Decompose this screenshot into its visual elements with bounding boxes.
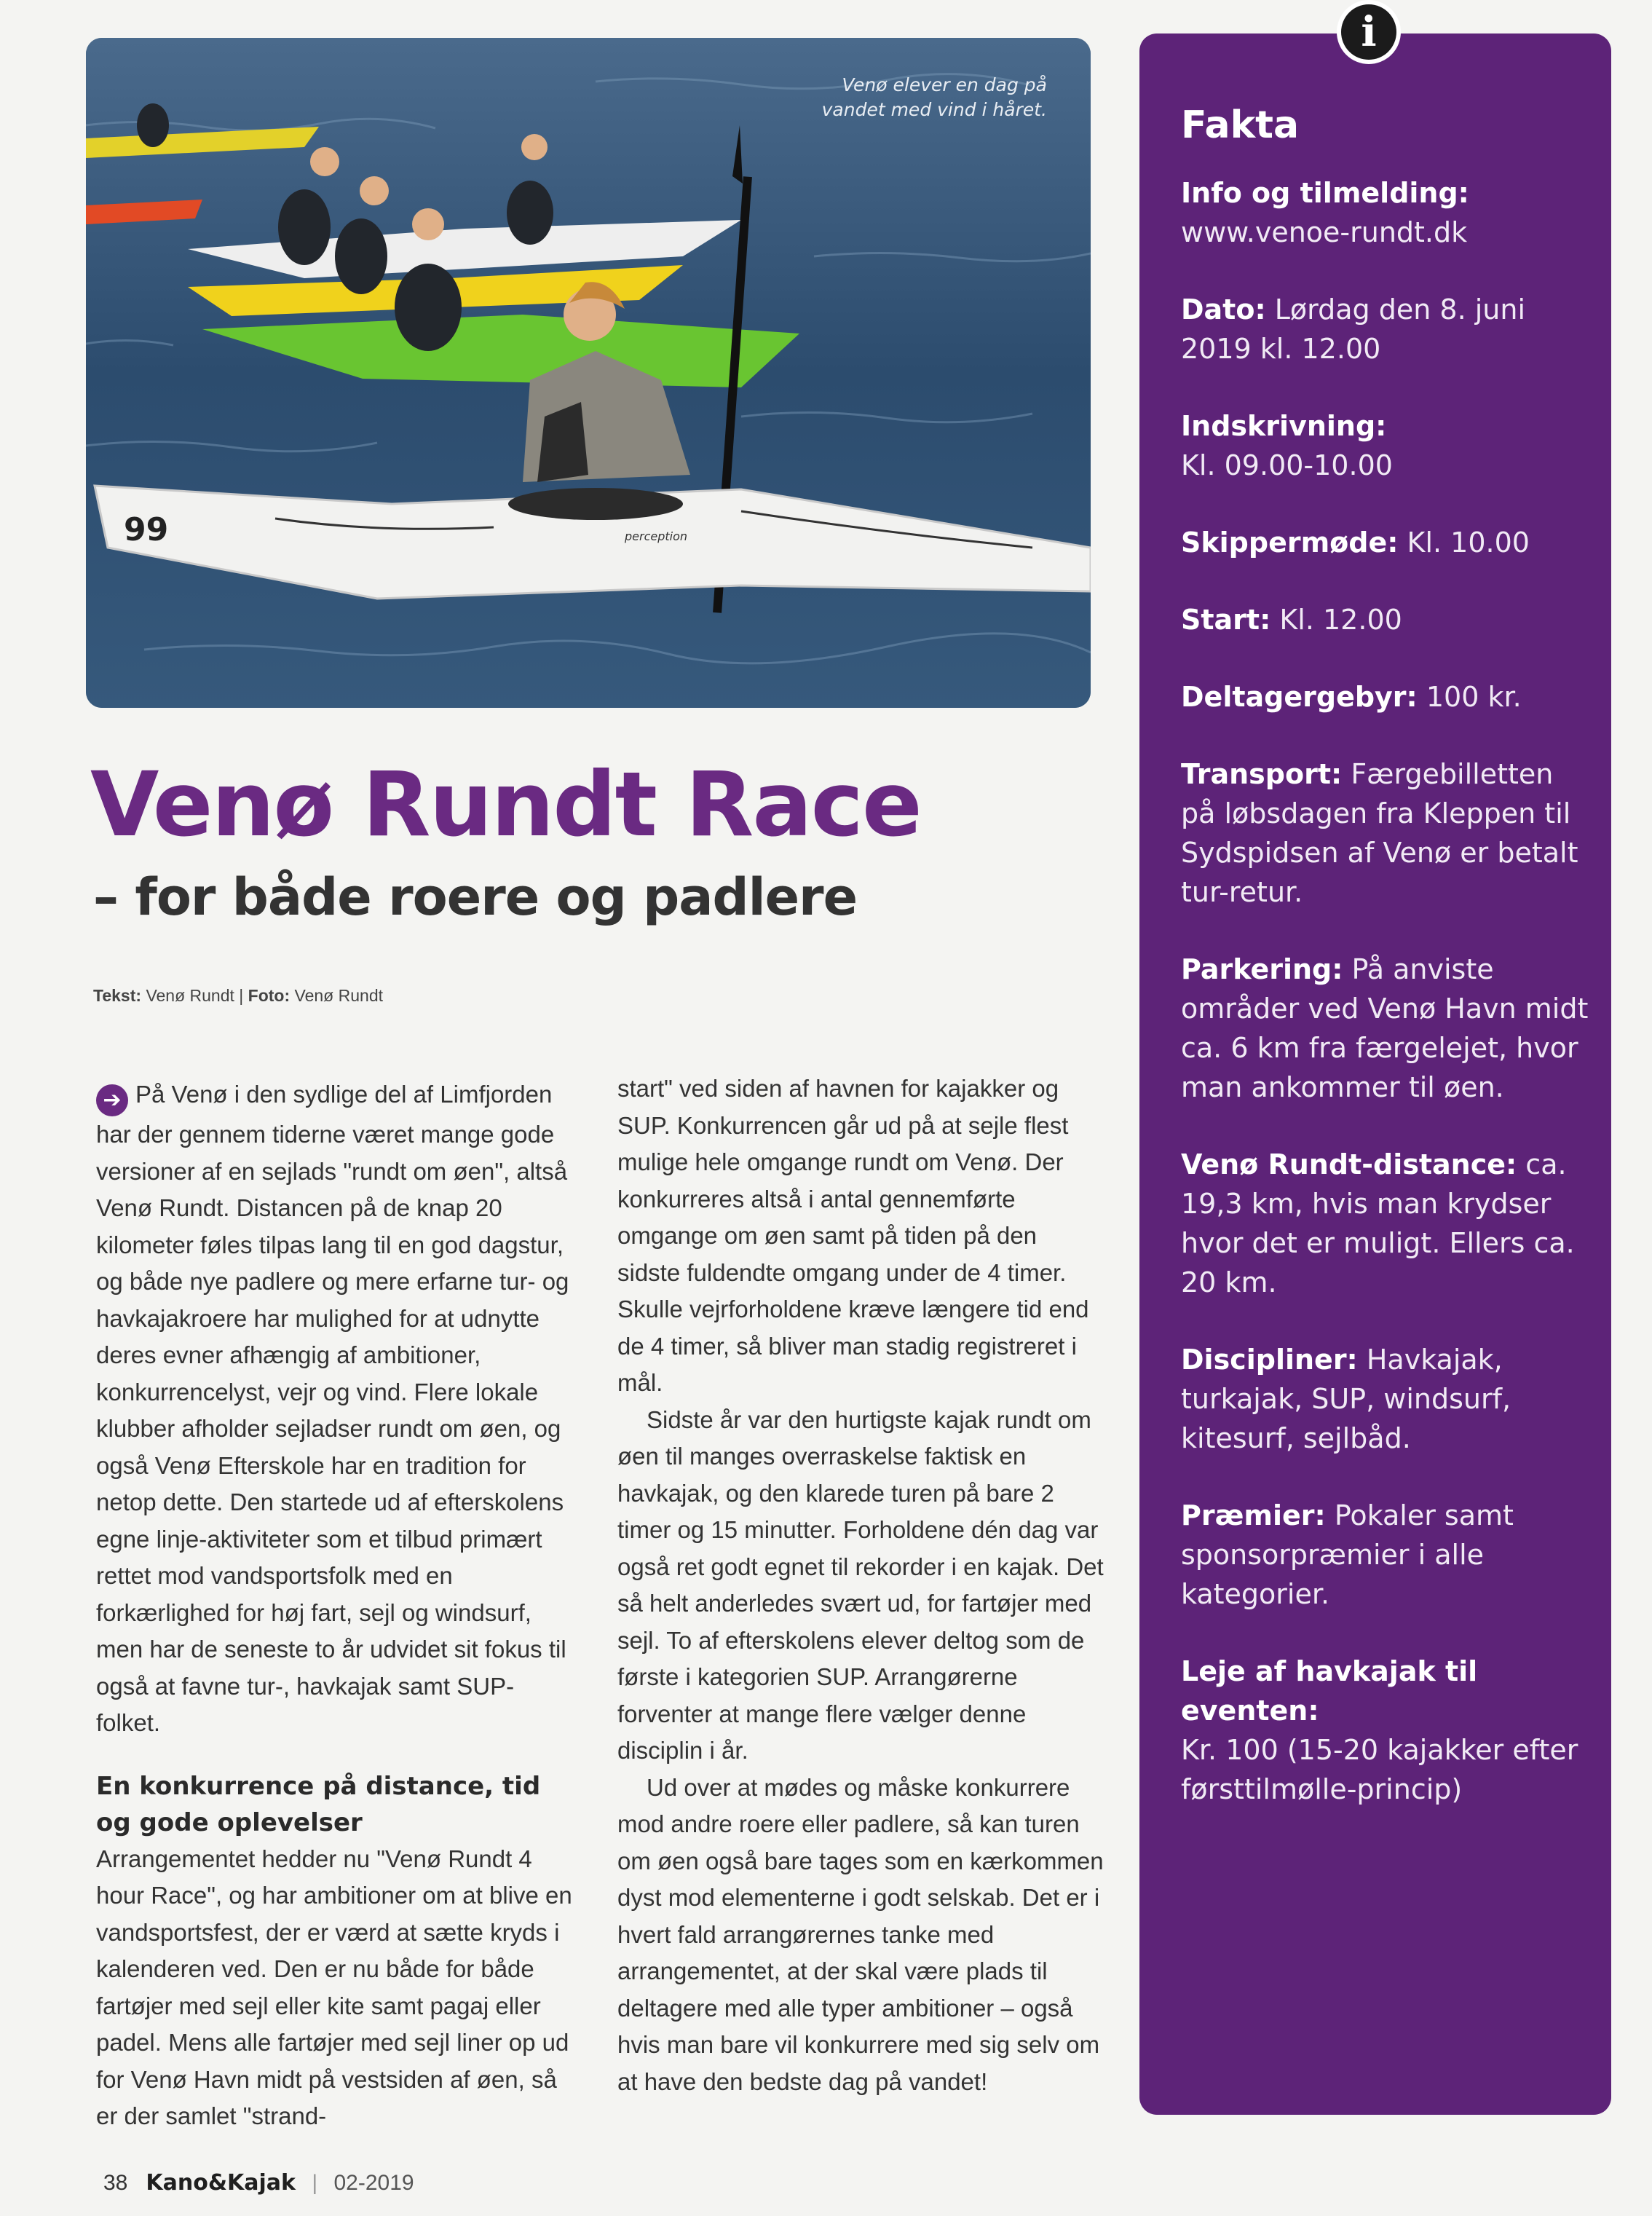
article-paragraph: Arrangementet hedder nu "Venø Rundt 4 hour Race", og har ambitioner om at blive en vandsportsfest, der er værd at sætte kryds i kalenderen ved. Den er nu både for både fartøjer med sejl eller kite samt pagaj eller padel. Mens alle fartøjer med sejl liner op ud for Venø Havn midt på vestsiden af øen, så er der samlet "strand- <box>96 1845 572 2129</box>
article-paragraph-lead <box>96 1076 577 1742</box>
section-subheading: En konkurrence på distance, tid og gode oplevelser <box>96 1771 541 1837</box>
fact-value: Kl. 10.00 <box>1407 527 1530 559</box>
article-paragraph: start" ved siden af havnen for kajakker og SUP. Konkurrencen går ud på at sejle flest mulige hele omgange rundt om Venø. Der konkurreres altså i antal gennemførte omgange om øen samt på tiden på den sidste fuldendte omgang under de 4 timer. Skulle vejrforholdene kræve længere tid end de 4 timer, så bliver man stadig registreret i mål. <box>617 1075 1089 1396</box>
fact-item <box>1181 1652 1596 1809</box>
arrow-right-icon: ➔ <box>96 1084 128 1116</box>
article-column-2 <box>617 1070 1104 2100</box>
fact-item <box>1181 290 1596 368</box>
credit-photo-label: Foto: <box>248 986 291 1005</box>
fact-label: Indskrivning: <box>1181 410 1387 442</box>
credit-photo-value: Venø Rundt <box>294 986 383 1005</box>
fact-label: Discipliner: <box>1181 1344 1358 1376</box>
fact-item <box>1181 754 1596 912</box>
kayak-number: 99 <box>124 511 169 548</box>
credit-separator: | <box>239 986 244 1005</box>
fact-label: Transport: <box>1181 758 1343 790</box>
fact-label: Info og tilmelding: <box>1181 177 1469 209</box>
fact-item <box>1181 523 1596 562</box>
fact-value: 100 kr. <box>1426 681 1522 713</box>
kayak-brand: perception <box>625 529 688 543</box>
credit-text-value: Venø Rundt <box>146 986 234 1005</box>
article-paragraph: Ud over at mødes og måske konkurrere mod andre roere eller padlere, så kan turen om øen også bare tages som en kærkommen dyst mod elementerne i godt selskab. Det er i hvert fald arrangørernes tanke med arrangementet, at der skal være plads til deltagere med alle typer ambitioner – også hvis man bare vil konkurrere med sig selv om at have den bedste dag på vandet! <box>617 1773 1104 2095</box>
kayak-illustration <box>86 38 1091 708</box>
fact-item <box>1181 1340 1596 1458</box>
fact-item <box>1181 600 1596 639</box>
fact-item <box>1181 173 1596 252</box>
fact-item <box>1181 1145 1596 1302</box>
fact-value: På anviste områder ved Venø Havn midt ca. 6 km fra færgelejet, hvor man ankommer til øen. <box>1181 953 1589 1103</box>
fact-label: Deltagergebyr: <box>1181 681 1418 713</box>
fact-label: Dato: <box>1181 293 1266 326</box>
fact-item <box>1181 950 1596 1107</box>
page-number: 38 <box>103 2171 128 2195</box>
article-column-1 <box>96 1076 577 2135</box>
fact-value: Færgebilletten på løbsdagen fra Kleppen til Sydspidsen af Venø er betalt tur-retur. <box>1181 758 1578 908</box>
fact-value: Lørdag den 8. juni 2019 kl. 12.00 <box>1181 293 1526 365</box>
issue-number: 02-2019 <box>333 2171 414 2195</box>
footer-separator: | <box>312 2171 318 2195</box>
fact-value: Havkajak, turkajak, SUP, windsurf, kitesurf, sejlbåd. <box>1181 1344 1511 1454</box>
info-icon: i <box>1341 4 1396 60</box>
fact-item <box>1181 406 1596 485</box>
fact-label: Parkering: <box>1181 953 1343 985</box>
article-headline: Venø Rundt Race <box>90 753 921 856</box>
article-paragraph: Sidste år var den hurtigste kajak rundt om øen til manges overraskelse faktisk en havkajak, og den klarede turen på bare 2 timer og 15 minutter. Forholdene dén dag var også ret godt egnet til rekorder i en kajak. Det så helt anderledes svært ud, for fartøjer med sejl. To af efterskolens elever deltog som de første i kategorien SUP. Arrangørerne forventer at mange flere vælger denne disciplin i år. <box>617 1405 1104 1764</box>
article-credits <box>93 986 383 1006</box>
fact-value: Kl. 09.00-10.00 <box>1181 449 1393 481</box>
page-footer <box>103 2170 414 2196</box>
credit-text-label: Tekst: <box>93 986 142 1005</box>
fact-item <box>1181 677 1596 717</box>
fact-value: Kr. 100 (15-20 kajakker efter førsttilmølle-princip) <box>1181 1734 1578 1805</box>
fact-label: Præmier: <box>1181 1499 1326 1531</box>
fact-label: Leje af havkajak til eventen: <box>1181 1655 1478 1727</box>
fact-value: Pokaler samt sponsorpræmier i alle kategorier. <box>1181 1499 1514 1610</box>
magazine-brand: Kano&Kajak <box>146 2170 296 2196</box>
fact-label: Start: <box>1181 604 1271 636</box>
fact-item <box>1181 1496 1596 1614</box>
kayak-photo <box>86 38 1091 708</box>
article-subhead: – for både roere og padlere <box>93 867 858 927</box>
fact-value: Kl. 12.00 <box>1279 604 1402 636</box>
fact-box-title: Fakta <box>1181 103 1300 147</box>
fact-label: Skippermøde: <box>1181 527 1399 559</box>
photo-caption: Venø elever en dag på vandet med vind i håret. <box>821 74 1047 120</box>
info-badge <box>1337 0 1401 64</box>
fact-label: Venø Rundt-distance: <box>1181 1148 1517 1180</box>
fact-value[interactable]: www.venoe-rundt.dk <box>1181 216 1468 248</box>
paragraph-text: På Venø i den sydlige del af Limfjorden har der gennem tiderne været mange gode versioner af en sejlads "rundt om øen", altså Venø Rundt. Distancen på de knap 20 kilometer føles tilpas lang til en god dagstur, og både nye padlere og mere erfarne tur- og havkajakroere har mulighed for at udnytte deres evner afhængig af ambitioner, konkurrencelyst, vejr og vind. Flere lokale klubber afholder sejladser rundt om øen, og også Venø Efterskole har en tradition for netop dette. Den startede ud af efterskolens egne linje-aktiviteter som et tilbud primært rettet mod vandsportsfolk med en forkærlighed for høj fart, sejl og windsurf, men har de seneste to år udvidet sit fokus til også at favne tur-, havkajak samt SUP-folket. <box>96 1081 569 1736</box>
fact-value: ca. 19,3 km, hvis man krydser hvor det er muligt. Ellers ca. 20 km. <box>1181 1148 1575 1298</box>
fact-list <box>1181 173 1596 1847</box>
